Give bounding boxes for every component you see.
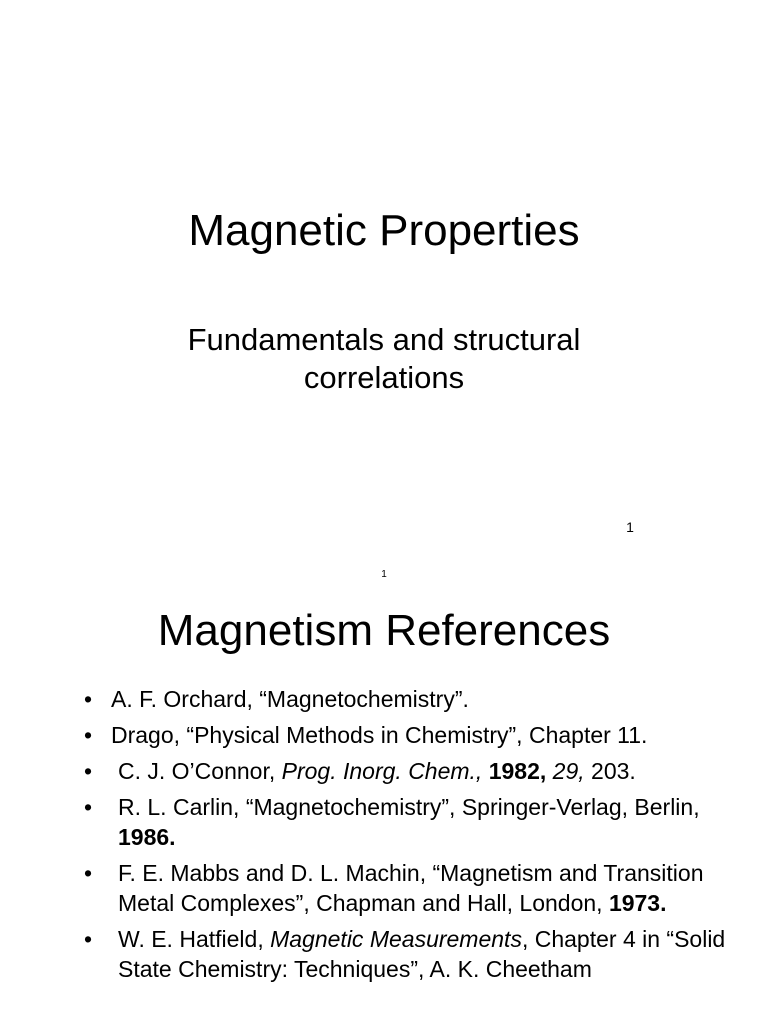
list-item xyxy=(84,792,744,852)
reference-text: A. F. Orchard, “Magnetochemistry”. xyxy=(111,686,469,712)
reference-list xyxy=(84,684,744,990)
list-item xyxy=(84,924,744,984)
slide-title: Magnetism References xyxy=(157,606,611,655)
bullet: • xyxy=(84,860,93,886)
list-item xyxy=(84,720,744,750)
reference-text: F. E. Mabbs and D. L. Machin, “Magnetism and Transition Metal Complexes”, Chapman and Hall, London, 1973. xyxy=(118,860,704,916)
bullet: • xyxy=(84,926,93,952)
bullet: • xyxy=(84,794,93,820)
list-item xyxy=(84,684,744,714)
reference-text: C. J. O’Connor, Prog. Inorg. Chem., 1982, 29, 203. xyxy=(118,758,636,784)
slide-title: Magnetic Properties xyxy=(188,206,580,255)
bullet: • xyxy=(84,686,93,712)
bullet: • xyxy=(84,722,93,748)
list-item xyxy=(84,756,744,786)
list-item xyxy=(84,858,744,918)
reference-text: R. L. Carlin, “Magnetochemistry”, Springer-Verlag, Berlin, 1986. xyxy=(118,794,700,850)
slide-number: 1 xyxy=(626,519,634,535)
page-number: 1 xyxy=(381,569,387,580)
references-slide xyxy=(0,560,768,1024)
bullet: • xyxy=(84,758,93,784)
slide-subtitle: Fundamentals and structural correlations xyxy=(187,322,581,395)
reference-text: Drago, “Physical Methods in Chemistry”, Chapter 11. xyxy=(111,722,648,748)
reference-text: W. E. Hatfield, Magnetic Measurements, Chapter 4 in “Solid State Chemistry: Techniques”, A. K. Cheetham xyxy=(118,926,726,982)
